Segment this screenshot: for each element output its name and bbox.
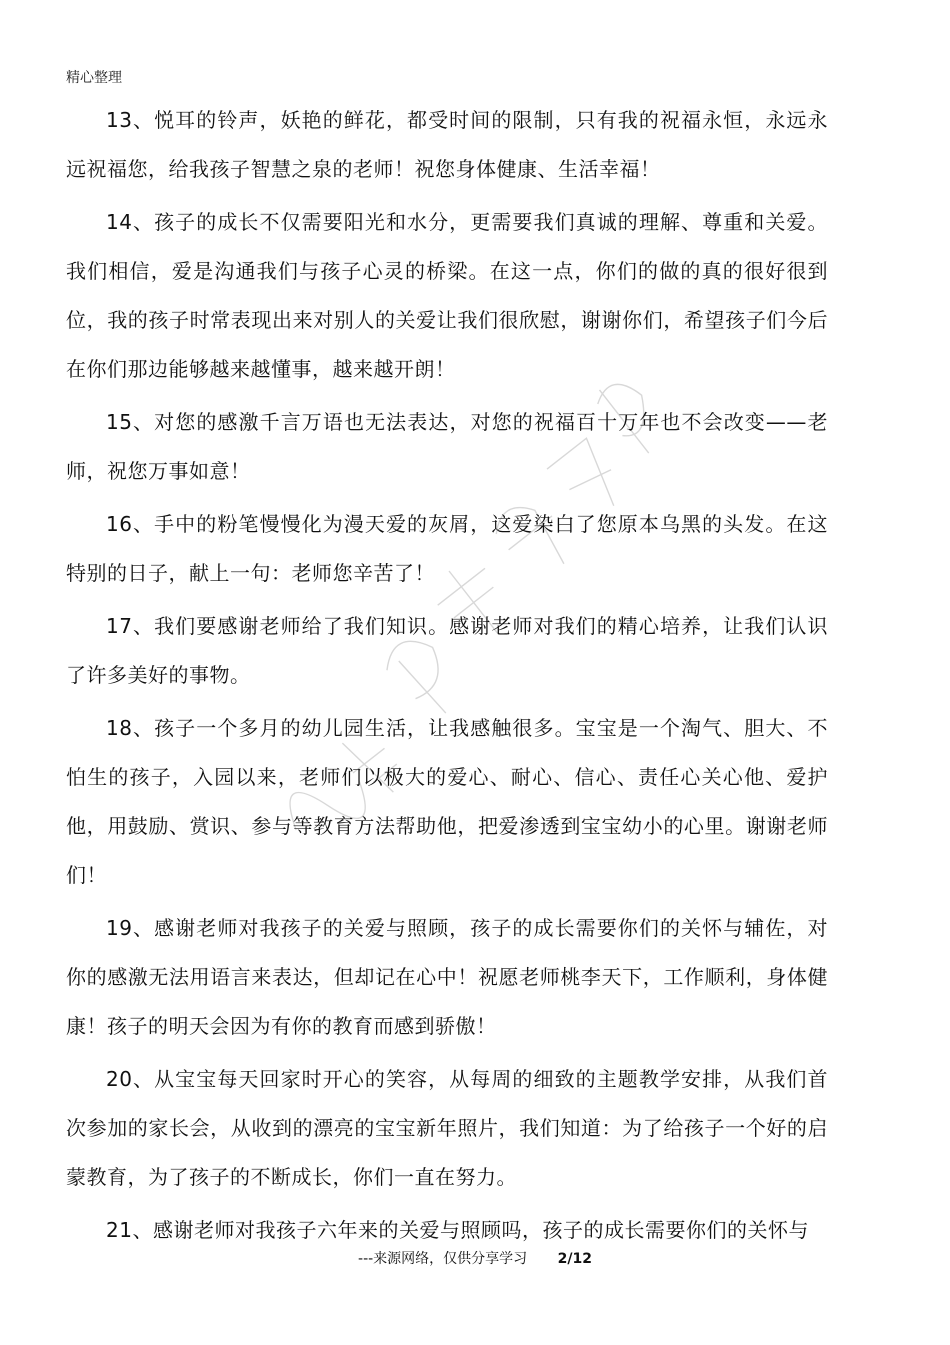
- document-body: [66, 96, 828, 1259]
- paragraph-19: 19、感谢老师对我孩子的关爱与照顾，孩子的成长需要你们的关怀与辅佐，对你的感激无法用语言来表达，但却记在心中！祝愿老师桃李天下，工作顺利，身体健康！孩子的明天会因为有你的教育而感到骄傲！: [66, 916, 828, 1038]
- paragraph-15: 15、对您的感激千言万语也无法表达，对您的祝福百十万年也不会改变——老师，祝您万事如意！: [66, 410, 828, 483]
- page-footer: [0, 1249, 950, 1269]
- paragraph-17: 17、我们要感谢老师给了我们知识。感谢老师对我们的精心培养，让我们认识了许多美好的事物。: [66, 614, 828, 687]
- footer-source-note: ---来源网络，仅供分享学习: [358, 1251, 528, 1267]
- paragraph-14: 14、孩子的成长不仅需要阳光和水分，更需要我们真诚的理解、尊重和关爱。我们相信，爱是沟通我们与孩子心灵的桥梁。在这一点，你们的做的真的很好很到位，我的孩子时常表现出来对别人的关爱让我们很欣慰，谢谢你们，希望孩子们今后在你们那边能够越来越懂事，越来越开朗！: [66, 210, 828, 381]
- header-note: 精心整理: [66, 70, 122, 86]
- paragraph-21: 21、感谢老师对我孩子六年来的关爱与照顾吗，孩子的成长需要你们的关怀与: [106, 1218, 809, 1242]
- paragraph-20: 20、从宝宝每天回家时开心的笑容，从每周的细致的主题教学安排，从我们首次参加的家长会，从收到的漂亮的宝宝新年照片，我们知道：为了给孩子一个好的启蒙教育，为了孩子的不断成长，你们一直在努力。: [66, 1067, 828, 1189]
- page-number: 2/12: [557, 1251, 592, 1267]
- paragraph-16: 16、手中的粉笔慢慢化为漫天爱的灰屑，这爱染白了您原本乌黑的头发。在这特别的日子，献上一句：老师您辛苦了！: [66, 512, 828, 585]
- paragraph-18: 18、孩子一个多月的幼儿园生活，让我感触很多。宝宝是一个淘气、胆大、不怕生的孩子，入园以来，老师们以极大的爱心、耐心、信心、责任心关心他、爱护他，用鼓励、赏识、参与等教育方法帮助他，把爱渗透到宝宝幼小的心里。谢谢老师们！: [66, 716, 828, 887]
- paragraph-13: 13、悦耳的铃声，妖艳的鲜花，都受时间的限制，只有我的祝福永恒，永远永远祝福您，给我孩子智慧之泉的老师！祝您身体健康、生活幸福！: [66, 108, 828, 181]
